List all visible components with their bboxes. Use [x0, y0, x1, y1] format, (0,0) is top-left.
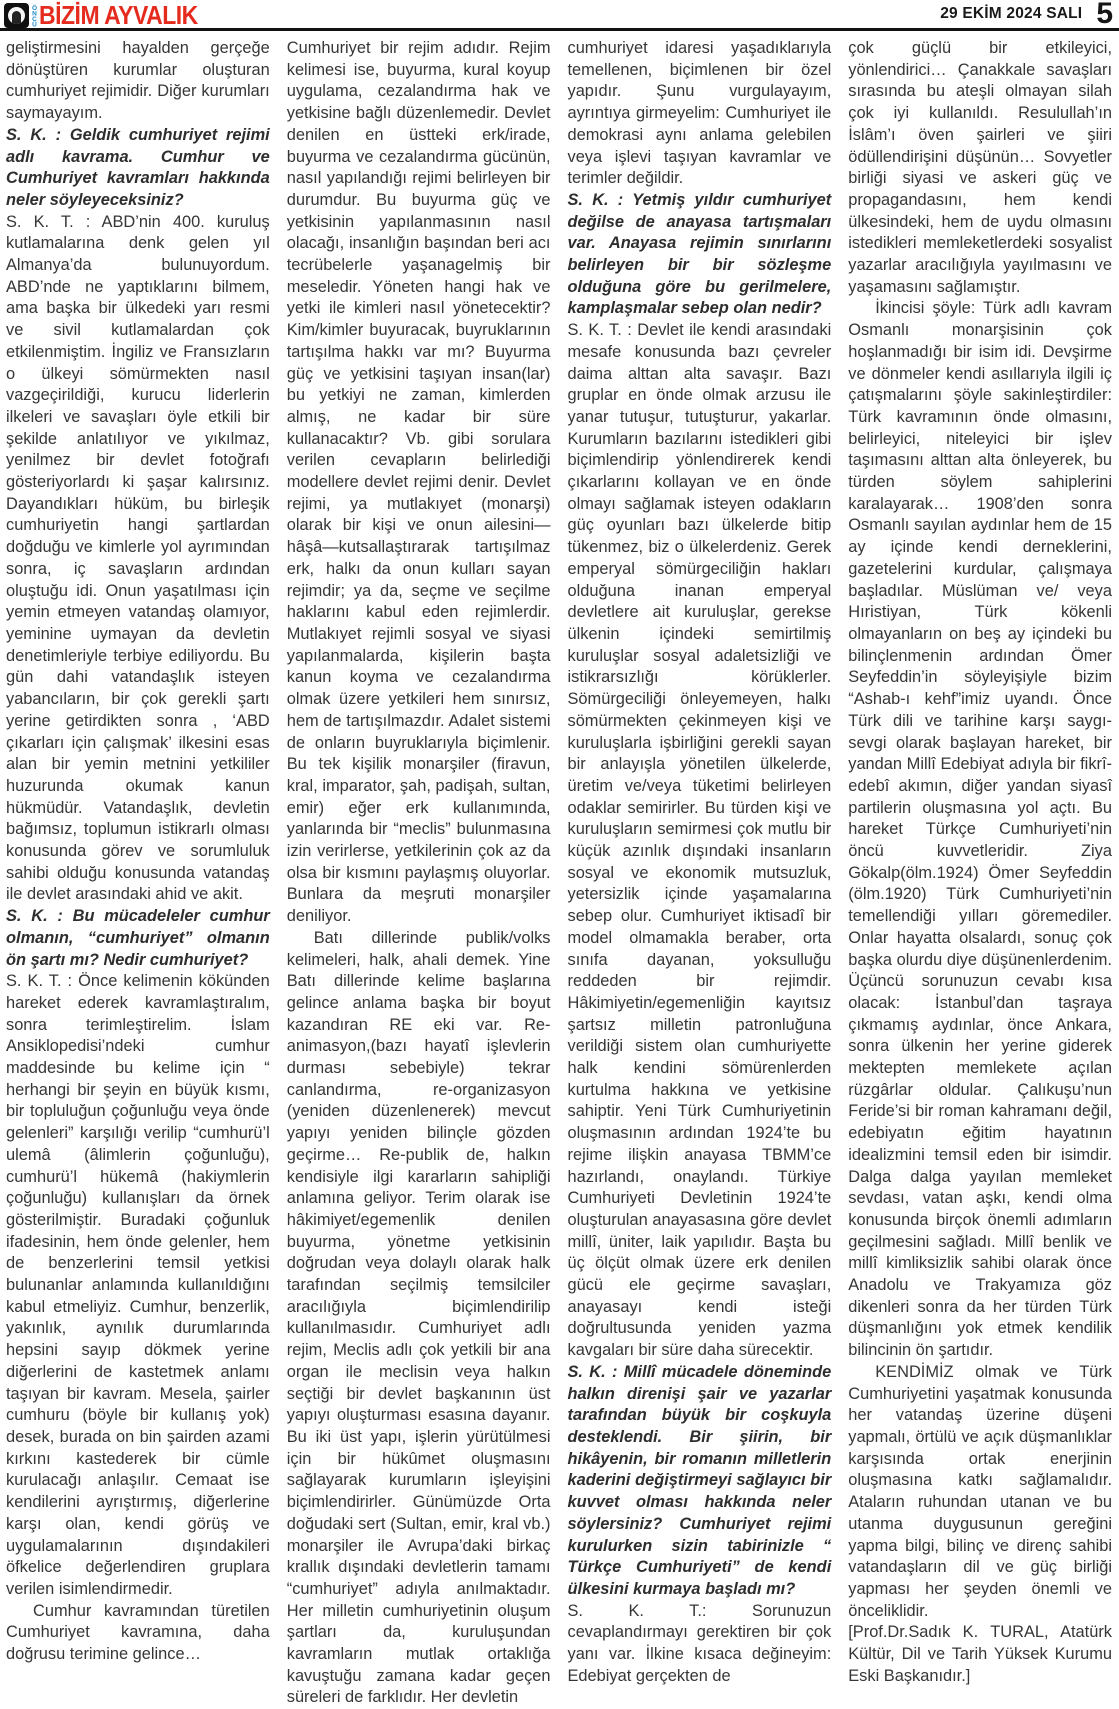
interview-question: S. K. : Geldik cumhuriyet rejimi adlı kavrama. Cumhur ve Cumhuriyet kavramları hakkında neler söyleyeceksiniz? — [6, 125, 270, 209]
column-4 — [848, 38, 1112, 1709]
author-credit: [Prof.Dr.Sadık K. TURAL, Atatürk Kültür, Dil ve Tarih Yüksek Kurumu Eski Başkanıdır.] — [848, 1623, 1112, 1685]
page-header — [0, 0, 1119, 31]
masthead — [4, 0, 198, 29]
body-paragraph: S. K. T. : ABD’nin 400. kuruluş kutlamalarına denk gelen yıl Almanya’da bulunuyordum. ABD’nde ne yaptıklarını bilmem, ama başka bir ülkedeki yarı resmi ve sivil kutlamalardan çok etkilenmiştim. İngiliz ve Fransızların o ülkeyi sömürmekten nasıl vazgeçirildiği, kurucu liderlerin ilkeleri ve savaşları öyle etkili bir şekilde anlatılıyor ve yıkılmaz, yenilmez bir devlet fotoğrafı gösteriyorlardı ki şaşar kalırsınız. Dayandıkları hüküm, bu birleşik cumhuriyetin hangi şartlardan doğduğu ve kimlerle yol ayrımından sonra, iç savaşların ardından oluştuğu idi. Onun yaşatılması için yemin etmeyen vatandaş olamıyor, yeminine uymayan da devletin denetimleriyle terbiye ediliyordu. Bu gün dahi vatandaşlık isteyen yabancıların, bir çok gerekli şartı yerine getirdikten sonra , ‘ABD çıkarları için çalışmak’ ilkesini esas alan bir yemin metnini yetkililer huzurunda okumak kanun hükmüdür. Vatandaşlık, devletin bağımsız, toplumun istikrarlı olması konusunda görev ve sorumluluk sahibi olduğu konusunda vatandaş ile devlet arasındaki ahid ve akit. — [6, 212, 270, 904]
body-paragraph: çok güçlü bir etkileyici, yönlendirici… Çanakkale savaşları sırasında bu ateşli olmayan silah çok iyi kullanıldı. Resulullah’ın İslâm’ı öven şairleri ve şiiri ödüllendirişini düşünün… Sovyetler birliği siyasi ve askeri güç ve propagandasını, hem kendi ülkesindeki, hem de uydu olmasını istedikleri memleketlerdeki sosyalist yazarlar aracılığıyla yayılmasını ve yaşamasını sağlamıştır. — [848, 39, 1112, 296]
body-paragraph: Cumhur kavramından türetilen Cumhuriyet kavramına, daha doğrusu terimine gelince… — [6, 1601, 270, 1664]
column-2 — [287, 38, 551, 1709]
oncu-portrait-icon — [4, 3, 29, 28]
body-paragraph: İkincisi şöyle: Türk adlı kavram Osmanlı monarşisinin çok hoşlanmadığı bir isim idi. Devşirme ve dönmeler kendi asıllarıyla ilgili iç çatışmalarını şöyle sakinleştirdiler: Türk kavramının önde olmasını, belirleyici, niteleyici bir işlev taşımasını alttan alta önleyerek, bu türden söylem sahiplerini karalayarak… 1908’den sonra Osmanlı sayılan aydınlar hem de 15 ay içinde kendi derneklerini, gazetelerini kurdular, çalışmaya başladılar. Müslüman ve/ veya Hıristiyan, Türk kökenli olmayanların on beş ay içindeki bu bilinçlenmenin ardından Ömer Seyfeddin’in söyleyişiyle bizim “Ashab-ı kehf”imiz uyandı. Önce Türk dili ve tarihine karşı saygı-sevgi olarak başlayan hareket, bir yandan Millî Edebiyat adıyla bir fikrî-edebî akımın, diğer yandan siyasî partilerin oluşmasına yol açtı. Bu hareket Türkçe Cumhuriyeti’nin öncü kuvvetleridir. Ziya Gökalp(ölm.1924) Ömer Seyfeddin (ölm.1920) Türk Cumhuriyeti’nin temellendiği yılları göremediler. Onlar hayatta olsalardı, sonuç çok başka olurdu diye düşünenlerdenim. Üçüncü sorunuzun cevabı kısa olacak: İstanbul’dan taşraya çıkmamış aydınlar, önce Ankara, sonra ülkenin her yerine giderek mektepten memlekete açılan rüzgârlar oldular. Çalıkuşu’nun Feride’si bir roman kahramanı değil, edebiyatın eğitim hayatının idealizmini temsil eden bir isimdir. Dalga dalga yayılan memleket sevdası, vatan aşkı, kendi olma konusunda birçok önemli adımların geçilmesini sağladı. Millî benlik ve millî kimliksizlik sahibi olarak önce Anadolu ve Trakyamıza göz dikenleri sonra da her türden Türk düşmanlığını yok etmek kendilik bilincinin ön şartıdır. — [848, 299, 1112, 1360]
body-paragraph: Batı dillerinde publik/volks kelimeleri, halk, ahali demek. Yine Batı dillerinde kelime başlarına gelince anlama başka bir boyut kazandıran RE eki var. Re-animasyon,(bazı hayatî işlevlerin durması sebebiyle) tekrar canlandırma, re-organizasyon (yeniden düzenlenerek) mevcut yapıyı yeniden bilinçle gözden geçirme… Re-publik de, halkın kendisiyle ilgi kararların sahipliği anlamına geliyor. Terim olarak ise hâkimiyet/egemenlik denilen buyurma, yönetme yetkisinin doğrudan veya dolaylı olarak halk tarafından seçilmiş temsilciler aracılığıyla biçimlendirilip kullanılmasıdır. Cumhuriyet adlı rejim, Meclis adlı çok yetkili bir ana organ ile meclisin veya halkın seçtiği bir devlet başkanının üst yapıyı oluşturması esasına dayanır. Bu iki üst yapı, işlerin yürütülmesi için bir hükûmet oluşmasını sağlayarak kurumların işleyişini biçimlendirirler. Günümüzde Orta doğudaki sert (Sultan, emir, kral vb.) monarşiler ile Avrupa’daki birkaç krallık dışındaki devletlerin tamamı “cumhuriyet” adıyla anılmaktadır. Her milletin cumhuriyetinin oluşum şartları da, kuruluşundan kavramların mutlak ortaklığa kavuştuğu zamana kadar geçen süreleri de farklıdır. Her devletin — [286, 928, 551, 1707]
oncu-vertical-label: ÖNCÜ — [31, 4, 38, 27]
date-label: 29 EKİM 2024 SALI — [940, 5, 1083, 22]
body-paragraph: KENDİMİZ olmak ve Türk Cumhuriyetini yaşatmak konusunda her vatandaş üzerine düşeni yapmalı, örtülü ve açık düşmanlıklar karşısında ortak enerjinin oluşmasına katkı sağlamalıdır. Ataların ruhundan utanan ve bu utanma duygusunun gereğini yapma bilgi, bilinç ve direnç sahibi vatandaşların dil ve güç birliği yapması her şeyden önemli ve önceliklidir. — [848, 1362, 1112, 1620]
body-paragraph: S. K. T.: Sorunuzun cevaplandırmayı gerektiren bir çok yanı var. İlkine kısaca değineyim: Edebiyat gerçekten de — [567, 1601, 832, 1685]
body-paragraph: cumhuriyet idaresi yaşadıklarıyla temellenen, biçimlenen bir özel yapıdır. Şunu vurgulayayım, ayrıntıya girmeyelim: Cumhuriyet ile demokrasi aynı anlama gelebilen veya işlevi taşıyan kavramlar ve terimler değildir. — [567, 39, 832, 188]
column-1 — [6, 38, 270, 1709]
interview-question: S. K. : Yetmiş yıldır cumhuriyet değilse de anayasa tartışmaları var. Anayasa rejimin sınırlarını belirleyen bir bir sözleşme olduğuna göre bu gerilmelere, kamplaşmalar sebep olan nedir? — [567, 190, 832, 318]
article-columns — [0, 31, 1119, 1709]
paper-title: BİZİM AYVALIK — [39, 0, 198, 30]
body-paragraph: S. K. T. : Devlet ile kendi arasındaki mesafe konusunda bazı çevreler daima alttan alta savaşır. Bazı gruplar en önde olmak arzusu ile yanar tutuşur, tutuşturur, yakarlar. Kurumların bazılarını istedikleri gibi biçimlendirip yönlendirerek kendi çıkarlarını kollayan ve en önde olmayı sağlamak isteyen odakların güç oyunları bazı ülkelerde bitip tükenmez, biz o ülkelerdeniz. Gerek emperyal sömürgeciliğin hakları olduğuna inanan emperyal devletlere ait kuruluşlar, gerekse ülkenin içindeki semirtilmiş kuruluşlar sosyal adaletsizliği ve istikrarsızlığı körüklerler. Sömürgeciliği önleyemeyen, halkı sömürmekten çekinmeyen kişi ve kuruluşlarla işbirliğini gerekli sayan bir anlayışla yönetilen ülkelerde, üretim ve/veya tüketimi belirleyen odaklar semirirler. Bu türden kişi ve kuruluşların semirmesi çok mutlu bir küçük azınlık dışındaki insanların sosyal ve ekonomik mutsuzluk, yetersizlik içinde yaşamalarına sebep olur. Cumhuriyet iktisadî bir model olmamakla beraber, orta sınıfa dayanan, yoksulluğu reddeden bir rejimdir. Hâkimiyetin/egemenliğin kayıtsız şartsız milletin patronluğuna verildiği sistem olan cumhuriyette halk kendini sömürenlerden kurtulma hakkına ve yetkisine sahiptir. Yeni Türk Cumhuriyetinin oluşmasının ardından 1924’te bu rejime ilişkin anayasa TBMM’ce hazırlandı, onaylandı. Türkiye Cumhuriyeti Devletinin 1924’te oluşturulan anayasasına göre devlet millî, üniter, laik yapılıdır. Başta bu üç ölçüt olmak üzere erk denilen gücü ele geçirme savaşları, anayasayı kendi isteği doğrultusunda yeniden yazma kavgaları bir süre daha sürecektir. — [567, 321, 832, 1360]
page-number: 5 — [1096, 0, 1113, 30]
column-3 — [568, 38, 832, 1709]
body-paragraph: S. K. T. : Önce kelimenin kökünden hareket ederek kavramlaştıralım, sonra terimleştirelim. İslam Ansiklopedisi’ndeki cumhur maddesinde bu kelime için “ herhangi bir şeyin en büyük kısmı, bir topluluğun çoğunluğu veya önde gelenleri” karşılığı verilip “cumhurü’l ulemâ (âlimlerin çoğunluğu), cumhurü’l hükemâ (hakiymlerin çoğunluğu) kullanışları da örnek gösterilmiştir. Buradaki çoğunluk ifadesinin, hem önde gelenler, hem de benzerlerini temsil yetkisi bulunanlar anlamında kullanıldığını kabul etmeliyiz. Cumhur, benzerlik, yakınlık, aynılık durumlarında hepsini sayıp dökmek yerine diğerlerini de kastetmek anlamı taşıyan bir kavram. Mesela, şairler cumhuru (böyle bir kullanış yok) desek, burada on bin şairden azami kırkını kastederek bir cümle kurulacağı anlaşılır. Cemaat ise kendilerini ayrıştırmış, diğerlerine karşı olan, kendi görüş ve uygulamalarının dışındakileri öfkelice değerlendiren gruplara verilen isimlendirmedir. — [6, 972, 270, 1598]
body-paragraph: geliştirmesini hayalden gerçeğe dönüştüren kurumlar oluşturan cumhuriyet rejimidir. Diğer kurumları saymayayım. — [6, 39, 270, 123]
interview-question: S. K. : Millî mücadele döneminde halkın direnişi şair ve yazarlar tarafından büyük bir coşkuyla desteklendi. Bir şiirin, bir hikâyenin, bir romanın milletlerin kaderini değiştirmeyi sağlayıcı bir kuvvet olması hakkında neler söylersiniz? Cumhuriyet rejimi kurulurken sizin tabirinizle “ Türkçe Cumhuriyeti” de kendi ülkesini kurmaya başladı mı? — [567, 1362, 832, 1598]
header-right — [940, 0, 1113, 30]
interview-question: S. K. : Bu mücadeleler cumhur olmanın, “cumhuriyet” olmanın ön şartı mı? Nedir cumhuriyet? — [6, 907, 270, 969]
body-paragraph: Cumhuriyet bir rejim adıdır. Rejim kelimesi ise, buyurma, kural koyup uygulama, cezalandırma hak ve yetkisine bağlı düzenlemedir. Devlet denilen en üstteki erk/irade, buyurma ve cezalandırma gücünün, nasıl yapılandığı rejimi belirleyen bir durumdur. Bu buyurma güç ve yetkisinin yapılanmasının nasıl olacağı, insanlığın başından beri acı tecrübelerle yaşanagelmiş bir meseledir. Yöneten hangi hak ve yetki ile kimleri nasıl yönetecektir? Kim/kimler buyuracak, buyruklarının tartışılma hakkı var mı? Buyurma güç ve yetkisini taşıyan insan(lar) bu yetkiyi ne zaman, kimlerden almış, ne kadar bir süre kullanacaktır? Vb. gibi sorulara verilen cevapların belirlediği modellere devlet rejimi denir. Devlet rejimi, ya mutlakıyet (monarşi) olarak bir kişi ve onun ailesini—hâşâ—kutsallaştırarak tartışılmaz erk, halkı da onun kulları sayan rejimdir; ya da, seçme ve seçilme haklarını kabul eden rejimlerdir. Mutlakıyet rejimli sosyal ve siyasi yapılanmalarda, kişilerin başta kanun koyma ve cezalandırma olmak üzere yetkileri hem sınırsız, hem de tartışılmazdır. Adalet sistemi de onların buyruklarıyla biçimlenir. Bu tek kişilik monarşiler (firavun, kral, imparator, şah, padişah, sultan, emir) eğer erk kullanımında, yanlarında bir “meclis” bulunmasına izin verirlerse, yetkilerinin çok az da olsa bir kısmını paylaşmış oluyorlar. Bunlara da meşruti monarşiler deniliyor. — [286, 39, 551, 926]
